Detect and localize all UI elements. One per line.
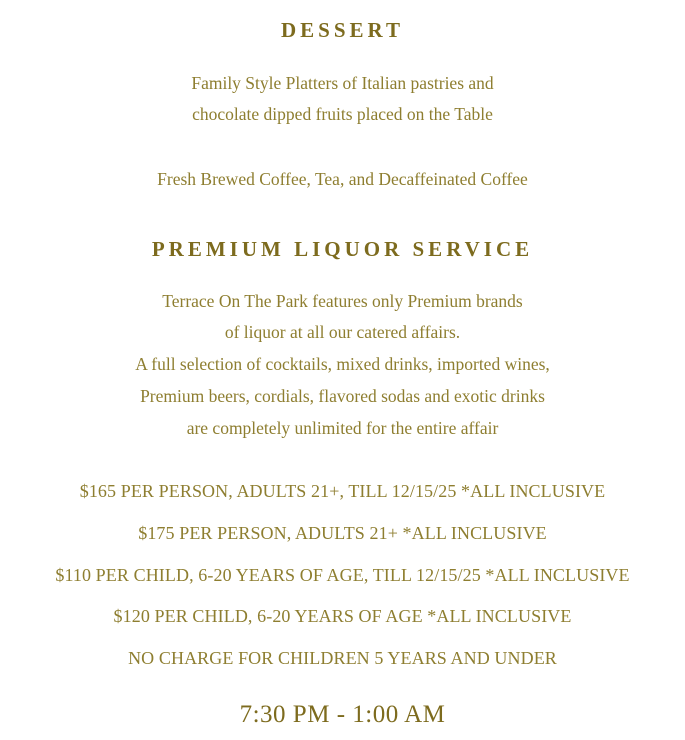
price-line-adult: $175 PER PERSON, ADULTS 21+ *ALL INCLUSIVE — [138, 523, 547, 543]
liquor-line-5: are completely unlimited for the entire affair — [186, 418, 499, 438]
coffee-line: Fresh Brewed Coffee, Tea, and Decaffeinated Coffee — [157, 169, 528, 189]
liquor-line-2: of liquor at all our catered affairs. — [224, 322, 461, 342]
price-line-adult-early: $165 PER PERSON, ADULTS 21+, TILL 12/15/25 *ALL INCLUSIVE — [79, 481, 606, 501]
price-line-child: $120 PER CHILD, 6-20 YEARS OF AGE *ALL INCLUSIVE — [113, 606, 572, 626]
liquor-line-1: Terrace On The Park features only Premium brands — [162, 291, 523, 311]
dessert-line-1: Family Style Platters of Italian pastries and — [191, 73, 494, 93]
price-line-free-children: NO CHARGE FOR CHILDREN 5 YEARS AND UNDER — [128, 648, 557, 668]
liquor-heading: PREMIUM LIQUOR SERVICE — [151, 237, 534, 261]
event-time: 7:30 PM - 1:00 AM — [239, 701, 446, 728]
liquor-line-4: Premium beers, cordials, flavored sodas and exotic drinks — [140, 386, 545, 406]
liquor-line-3: A full selection of cocktails, mixed drinks, imported wines, — [135, 354, 550, 374]
price-line-child-early: $110 PER CHILD, 6-20 YEARS OF AGE, TILL 12/15/25 *ALL INCLUSIVE — [55, 565, 630, 585]
dessert-line-2: chocolate dipped fruits placed on the Table — [192, 104, 493, 124]
dessert-heading: DESSERT — [281, 18, 404, 42]
